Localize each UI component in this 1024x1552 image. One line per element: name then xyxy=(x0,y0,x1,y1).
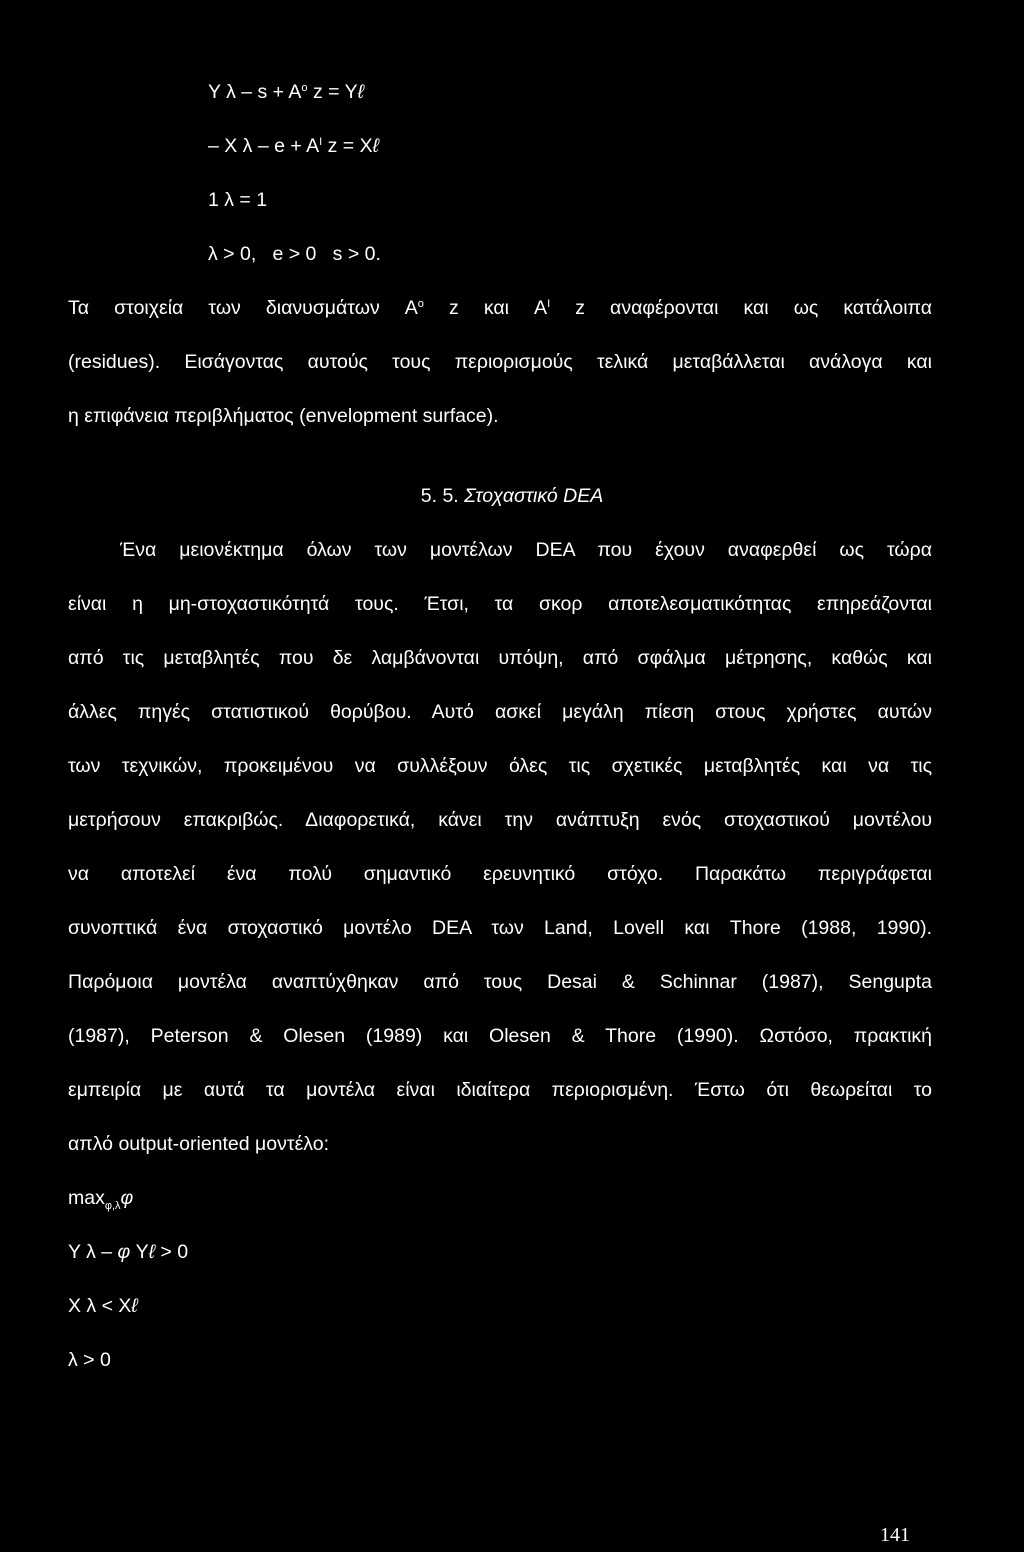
equation-4: λ > 0, e > 0 s > 0. xyxy=(208,243,381,265)
equation-5: Y λ – φ Yℓ > 0 xyxy=(68,1241,189,1263)
equation-6: X λ < Xℓ xyxy=(68,1295,138,1317)
paragraph1-line-3: η επιφάνεια περιβλήματος (envelopment surface). xyxy=(68,405,499,427)
equation-3: 1 λ = 1 xyxy=(208,189,268,211)
equation-2: – X $\lambda - e + A^I$ z = Xℓ xyxy=(208,135,379,157)
equation-max: $\max_{\varphi,\lambda}\varphi$ xyxy=(68,1187,134,1212)
paragraph2-line-2: είναι η μη-στοχαστικότητά τους. Έτσι, τα σκορ αποτελεσματικότητας επηρεάζονται xyxy=(68,593,932,615)
paragraph2-line-7: να αποτελεί ένα πολύ σημαντικό ερευνητικό στόχο. Παρακάτω περιγράφεται xyxy=(68,863,932,885)
paragraph2-line-4: άλλες πηγές στατιστικού θορύβου. Αυτό ασκεί μεγάλη πίεση στους χρήστες αυτών xyxy=(68,701,932,723)
paragraph2-line-10: (1987), Peterson & Olesen (1989) και Olesen & Thore (1990). Ωστόσο, πρακτική xyxy=(68,1025,932,1047)
paragraph2-line-1: Ένα μειονέκτημα όλων των μοντέλων DEA που έχουν αναφερθεί ως τώρα xyxy=(120,539,932,561)
paragraph2-line-12: απλό output-oriented μοντέλο: xyxy=(68,1133,329,1155)
paragraph2-line-6: μετρήσουν επακριβώς. Διαφορετικά, κάνει την ανάπτυξη ενός στοχαστικού μοντέλου xyxy=(68,809,932,831)
paragraph1-line-1: Τα στοιχεία των διανυσμάτων $A^o$ z και $A^I$ z αναφέρονται και ως κατάλοιπα xyxy=(68,297,932,319)
equation-1: Y $\lambda - s + A^o$ z = Yℓ xyxy=(208,81,364,103)
paragraph2-line-9: Παρόμοια μοντέλα αναπτύχθηκαν από τους Desai & Schinnar (1987), Sengupta xyxy=(68,971,932,993)
paragraph1-line-2: (residues). Εισάγοντας αυτούς τους περιορισμούς τελικά μεταβάλλεται ανάλογα και xyxy=(68,351,932,373)
paragraph2-line-8: συνοπτικά ένα στοχαστικό μοντέλο DEA των Land, Lovell και Thore (1988, 1990). xyxy=(68,917,932,939)
paragraph2-line-5: των τεχνικών, προκειμένου να συλλέξουν όλες τις σχετικές μεταβλητές και να τις xyxy=(68,755,932,777)
page-number: 141 xyxy=(880,1524,910,1546)
section-heading: 5. 5. Στοχαστικό DEA xyxy=(420,485,604,507)
paragraph2-line-11: εμπειρία με αυτά τα μοντέλα είναι ιδιαίτερα περιορισμένη. Έστω ότι θεωρείται το xyxy=(68,1079,932,1101)
paragraph2-line-3: από τις μεταβλητές που δε λαμβάνονται υπόψη, από σφάλμα μέτρησης, καθώς και xyxy=(68,647,932,669)
equation-7: λ > 0 xyxy=(68,1349,111,1371)
